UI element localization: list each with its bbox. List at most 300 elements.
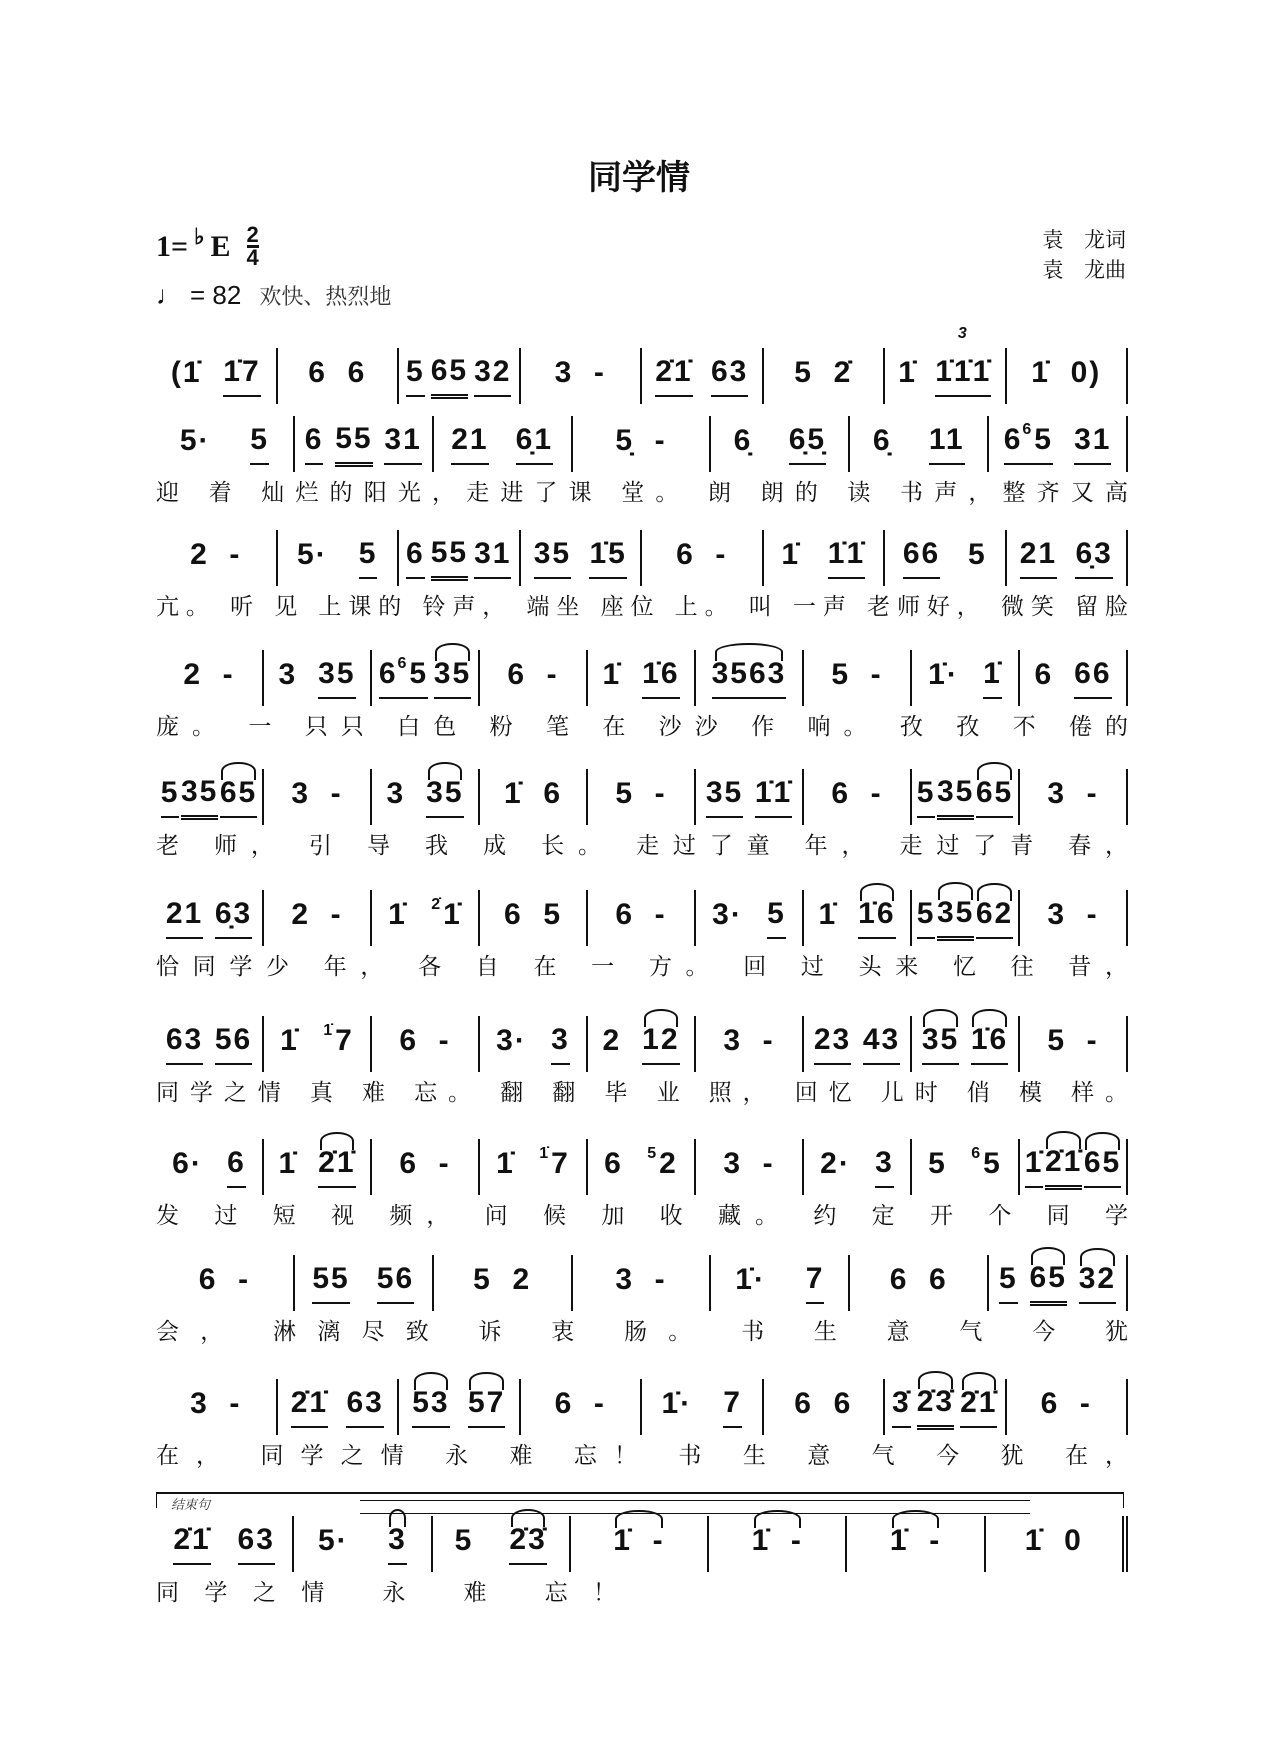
- lyrics-line: 会， 淋漓尽致 诉 衷 肠。 书 生 意 气 今 犹: [156, 1319, 1128, 1345]
- measure: [156, 416, 295, 472]
- key-prefix: 1=: [156, 229, 189, 263]
- measure: [399, 530, 521, 586]
- note: 1̇1̇: [754, 776, 793, 809]
- note: 1̇: [781, 538, 801, 571]
- measure: [764, 348, 886, 404]
- note-group: [474, 537, 511, 579]
- measure: [571, 1516, 709, 1572]
- measure: [1007, 1379, 1129, 1435]
- note: 3: [388, 1523, 407, 1556]
- note: 21: [165, 897, 204, 930]
- note-group: [161, 776, 180, 818]
- measure: [912, 1139, 1020, 1195]
- note: 1̇ -: [889, 1524, 942, 1557]
- note-group: [723, 1147, 774, 1187]
- measure: [521, 1379, 643, 1435]
- note: 11: [928, 423, 965, 456]
- measure: [912, 1016, 1020, 1072]
- measure: [156, 1016, 264, 1072]
- note: 43: [862, 1023, 901, 1056]
- composer: 袁 龙曲: [1042, 258, 1126, 282]
- note-group: [794, 1387, 852, 1427]
- note-group: [922, 1023, 959, 1065]
- measure: [264, 650, 372, 706]
- note: 6: [304, 423, 324, 456]
- note-group: [335, 422, 372, 467]
- note: 5: [1034, 423, 1053, 456]
- note-group: [468, 1386, 505, 1428]
- measure: [372, 1016, 480, 1072]
- note-group: [190, 538, 241, 578]
- note: 32: [1078, 1262, 1117, 1295]
- note: 1̇1̇1̇: [935, 355, 992, 388]
- note-group: [983, 657, 1002, 699]
- measure: [372, 1139, 480, 1195]
- note-group: [386, 777, 405, 817]
- note: 62: [975, 897, 1014, 930]
- note-group: [426, 776, 463, 818]
- note-group: [712, 657, 787, 699]
- measure: [480, 650, 588, 706]
- note: 66: [1074, 657, 1112, 690]
- note: 7: [805, 1262, 825, 1295]
- measure: [294, 1516, 432, 1572]
- score-system: [156, 1255, 1128, 1345]
- note: 65: [1083, 1146, 1122, 1179]
- note: 3: [551, 1023, 570, 1056]
- note: 1̇1̇: [827, 537, 866, 570]
- note-group: [615, 424, 666, 464]
- lyricist: 袁 龙词: [1042, 228, 1126, 252]
- note-group: [412, 1386, 449, 1428]
- notes-row: [156, 650, 1128, 706]
- note-group: [1075, 537, 1112, 579]
- note-group: [615, 777, 666, 817]
- note: 35: [936, 895, 975, 929]
- note-group: [903, 537, 940, 579]
- measure: [399, 348, 521, 404]
- note: 5·: [179, 424, 211, 457]
- note: 21: [451, 423, 489, 456]
- note: 1̇: [278, 1147, 298, 1180]
- note: 2̇1̇: [960, 1386, 998, 1419]
- note: 5·: [297, 538, 328, 571]
- note-group: [789, 423, 826, 465]
- measure: [885, 1379, 1007, 1435]
- note: 1̇·: [661, 1387, 693, 1420]
- measure: [588, 890, 696, 946]
- note-group: [937, 896, 974, 941]
- measure: [264, 890, 372, 946]
- note-group: [1041, 1387, 1092, 1427]
- note-group: [615, 898, 666, 938]
- measure: [156, 1379, 278, 1435]
- note: 1̇ 0: [1024, 1524, 1083, 1557]
- measure: [711, 416, 850, 472]
- note: 2 -: [183, 658, 235, 691]
- measure: [588, 1139, 696, 1195]
- note: 55: [312, 1262, 350, 1295]
- note-group: [215, 1023, 252, 1065]
- measure: [156, 890, 264, 946]
- note: 35: [433, 657, 472, 690]
- note: 6 -: [615, 898, 667, 931]
- note: 6: [378, 657, 398, 690]
- note: 55: [335, 421, 373, 455]
- tempo-value: = 82: [190, 280, 242, 310]
- note-group: [976, 897, 1013, 939]
- note-group: [516, 423, 553, 465]
- note-group: [171, 356, 202, 396]
- flat-icon: ♭: [194, 223, 205, 249]
- grace-note: 2̇: [431, 896, 443, 913]
- note-group: [1047, 898, 1098, 938]
- grace-note: 6: [971, 1145, 983, 1162]
- note: 31: [1074, 423, 1112, 456]
- measure: [573, 416, 712, 472]
- song-title: 同学情: [588, 158, 690, 198]
- measure: [480, 1139, 588, 1195]
- note-group: [892, 1386, 911, 1428]
- note-group: [937, 775, 974, 820]
- note: 6̣3: [1075, 537, 1113, 570]
- note-group: [831, 777, 882, 817]
- note: 7: [551, 1147, 570, 1180]
- note-group: [250, 423, 269, 465]
- note: 6 6: [308, 356, 367, 389]
- note: 2: [659, 1147, 678, 1180]
- note: 1̇: [898, 356, 917, 389]
- measure: [642, 530, 764, 586]
- note-group: [551, 1023, 570, 1065]
- note-group: [215, 897, 252, 939]
- note: 1̇6: [642, 657, 680, 690]
- expression-marking: 欢快、热烈地: [259, 285, 392, 310]
- note-group: [183, 658, 234, 698]
- note: 2 -: [291, 898, 343, 931]
- note-group: [613, 1524, 664, 1564]
- note: 6 -: [831, 777, 883, 810]
- note-group: [935, 325, 992, 397]
- note-group: [318, 1146, 355, 1188]
- note: 5: [999, 1262, 1018, 1295]
- measure: [696, 769, 804, 825]
- key-note: E: [210, 229, 231, 263]
- note-group: [806, 1262, 825, 1304]
- note: 3̇: [892, 1386, 911, 1419]
- measure: [885, 530, 1007, 586]
- notes-row: [156, 890, 1128, 946]
- measure: [156, 769, 264, 825]
- measure: [588, 1016, 696, 1072]
- note-group: [752, 1524, 803, 1564]
- measure: [912, 650, 1020, 706]
- note: 65: [219, 776, 258, 809]
- note-group: [767, 897, 786, 939]
- note-group: [166, 897, 203, 939]
- note: 1̇ 0): [1031, 356, 1102, 389]
- note-group: [781, 538, 800, 578]
- score-system: [156, 530, 1128, 620]
- measure: [804, 769, 912, 825]
- note-group: [539, 1147, 570, 1187]
- measure: [804, 1139, 912, 1195]
- note: 2·: [820, 1147, 851, 1180]
- note: 5·: [318, 1524, 349, 1557]
- note: 1̇6: [858, 897, 896, 930]
- measure: [156, 348, 278, 404]
- measure: [264, 1139, 372, 1195]
- note-group: [818, 898, 837, 938]
- time-signature: [246, 222, 259, 270]
- note-group: [1045, 1145, 1082, 1190]
- note: 55: [430, 535, 469, 569]
- measure: [847, 1516, 985, 1572]
- note: 3 -: [723, 1147, 775, 1180]
- note: 1̇: [388, 898, 407, 931]
- note-group: [917, 1385, 954, 1430]
- measure: [764, 1379, 886, 1435]
- note-group: [291, 898, 342, 938]
- note-group: [504, 898, 562, 938]
- note-group: [615, 1263, 666, 1303]
- measure: [850, 416, 989, 472]
- measure: [156, 1516, 294, 1572]
- measure: [1007, 348, 1129, 404]
- note: 63: [710, 355, 749, 388]
- note: 6 -: [399, 1147, 451, 1180]
- note-group: [968, 538, 987, 578]
- note-group: [227, 1146, 246, 1188]
- score-system: [156, 1016, 1128, 1106]
- note: 2̇3̇: [509, 1523, 547, 1556]
- note: 1̇ 6: [503, 777, 563, 810]
- credits: [1042, 225, 1126, 285]
- lyrics-line: 恰同学少 年， 各 自 在 一 方。 回 过 头来 忆 往 昔，: [156, 954, 1128, 980]
- note: 32: [474, 355, 512, 388]
- measure: [711, 1255, 850, 1311]
- lyrics-line: 迎 着 灿烂的阳光，走进了课 堂。 朗 朗的 读 书声，整齐又高: [156, 480, 1128, 506]
- note: 5: [409, 657, 429, 690]
- grace-note: 6: [397, 655, 409, 672]
- note: 5: [983, 1147, 1002, 1180]
- note-group: [346, 1386, 383, 1428]
- measure: [885, 325, 1007, 404]
- note-group: [755, 776, 792, 818]
- note: 6 -: [507, 658, 559, 691]
- score-system: [156, 650, 1128, 740]
- measure: [804, 1016, 912, 1072]
- note: 2̇1̇: [173, 1523, 211, 1556]
- time-top: 2: [246, 222, 259, 247]
- note: 3: [875, 1146, 894, 1179]
- note-group: [509, 1523, 546, 1565]
- note-group: [451, 423, 488, 465]
- measure: [156, 1255, 295, 1311]
- note: 3563: [711, 657, 787, 690]
- note-group: [898, 356, 917, 396]
- note: 1̇: [1024, 1146, 1044, 1179]
- note: 1̇·: [928, 658, 959, 691]
- grace-note: 5: [647, 1145, 659, 1162]
- note-group: [388, 1523, 407, 1565]
- note-group: [220, 776, 257, 818]
- note-group: [379, 657, 428, 699]
- note-group: [173, 1523, 210, 1565]
- measure: [264, 1016, 372, 1072]
- note: 5: [454, 1524, 474, 1557]
- measure: [573, 1255, 712, 1311]
- note-group: [280, 1024, 299, 1064]
- note: 6 -: [554, 1387, 606, 1420]
- note-group: [406, 355, 425, 397]
- note-group: [238, 1523, 275, 1565]
- note-group: [604, 1147, 623, 1187]
- note-group: [602, 658, 621, 698]
- measure: [480, 769, 588, 825]
- note-group: [190, 1387, 241, 1427]
- note: 57: [467, 1386, 506, 1419]
- note: 3 -: [291, 777, 343, 810]
- note: 3: [278, 658, 298, 691]
- note: 5 -: [615, 777, 667, 810]
- note-group: [711, 355, 748, 397]
- note-group: [455, 1524, 474, 1564]
- note: 35: [936, 774, 975, 808]
- note: 6̣: [872, 424, 892, 457]
- note: 7: [335, 1024, 354, 1057]
- note: 65: [975, 776, 1014, 809]
- note-group: [399, 1024, 450, 1064]
- measure: [642, 1379, 764, 1435]
- lyrics-line: 老 师， 引 导 我 成 长。 走过了童 年， 走过了青 春，: [156, 833, 1128, 859]
- ending-label: 结束句: [171, 1498, 211, 1513]
- measure: [850, 1255, 989, 1311]
- note-group: [734, 424, 753, 464]
- note-group: [735, 1263, 766, 1303]
- note-group: [507, 658, 558, 698]
- note-group: [928, 1147, 947, 1187]
- note: 5: [250, 423, 269, 456]
- note-group: [1004, 423, 1053, 465]
- note-group: [181, 775, 218, 820]
- measure: [156, 530, 278, 586]
- note: 56: [376, 1262, 415, 1295]
- note: 66: [902, 537, 941, 570]
- note: 6: [1034, 658, 1054, 691]
- note: 3·: [712, 898, 743, 931]
- note-group: [858, 897, 895, 939]
- note-group: [647, 1147, 678, 1187]
- note-group: [172, 1147, 203, 1187]
- score-system: [156, 325, 1128, 404]
- note: 23: [813, 1023, 852, 1056]
- note: (1̇: [170, 356, 202, 389]
- note-group: [928, 658, 959, 698]
- note: 1̇: [983, 657, 1002, 690]
- note-group: [318, 1524, 349, 1564]
- note: 6: [604, 1147, 623, 1180]
- note-group: [890, 1263, 948, 1303]
- measure: [642, 348, 764, 404]
- note-group: [312, 1262, 349, 1304]
- measure: [986, 1516, 1128, 1572]
- note-group: [377, 1262, 414, 1304]
- note-group: [873, 424, 892, 464]
- measure: [480, 1016, 588, 1072]
- note-group: [474, 355, 511, 397]
- note-group: [1047, 1024, 1098, 1064]
- note: 3 -: [1047, 777, 1099, 810]
- measure: [156, 1139, 264, 1195]
- measure: [480, 890, 588, 946]
- note: 2̇1̇: [655, 355, 693, 388]
- note-group: [642, 1023, 679, 1065]
- notes-row: [156, 769, 1128, 825]
- note: 35: [426, 776, 464, 809]
- note-group: [971, 1147, 1002, 1187]
- note: 1̇: [496, 1147, 515, 1180]
- note: 1̇ -: [751, 1524, 803, 1557]
- note: 35: [921, 1023, 960, 1056]
- note-group: [960, 1386, 997, 1428]
- note-group: [1047, 777, 1098, 817]
- note: 6 -: [676, 538, 728, 571]
- note-group: [297, 538, 328, 578]
- note: 1̇: [602, 658, 622, 691]
- note-group: [431, 354, 468, 399]
- note: 35: [705, 776, 744, 809]
- note-group: [831, 658, 882, 698]
- measure: [278, 1379, 400, 1435]
- time-bottom: 4: [246, 245, 259, 270]
- note-group: [863, 1023, 900, 1065]
- note-group: [1034, 658, 1053, 698]
- note-group: [305, 423, 324, 465]
- note-group: [1030, 1261, 1067, 1306]
- measure: [1020, 769, 1128, 825]
- measure: [521, 348, 643, 404]
- measure: [804, 650, 912, 706]
- notes-row: [156, 1379, 1128, 1435]
- note-group: [223, 355, 260, 397]
- note: 21: [1019, 537, 1058, 570]
- note: 3 -: [190, 1387, 242, 1420]
- note-group: [318, 657, 355, 699]
- lyrics-line: 庞。 一 只只 白色 粉 笔 在 沙沙 作 响。 孜 孜 不 倦的: [156, 714, 1128, 740]
- note-group: [199, 1263, 250, 1303]
- measure: [696, 1139, 804, 1195]
- score-system: [156, 1379, 1128, 1469]
- note-group: [434, 657, 471, 699]
- note-group: [662, 1387, 693, 1427]
- note-group: [323, 1024, 354, 1064]
- note-group: [971, 1023, 1008, 1065]
- note: 3 -: [1047, 898, 1099, 931]
- note: 31: [474, 537, 512, 570]
- note: 35: [180, 774, 219, 808]
- note: 1̇: [818, 898, 838, 931]
- tempo-marking: [156, 280, 391, 311]
- note: 3 -: [723, 1024, 775, 1057]
- lyrics-line: 发 过 短 视 频， 问 候 加 收 藏。 约 定 开 个 同 学: [156, 1203, 1128, 1229]
- note-group: [723, 1386, 742, 1428]
- note: 5: [928, 1147, 947, 1180]
- score-system: [156, 769, 1128, 859]
- measure: [433, 1516, 571, 1572]
- note-group: [602, 1024, 621, 1064]
- note-group: [999, 1262, 1018, 1304]
